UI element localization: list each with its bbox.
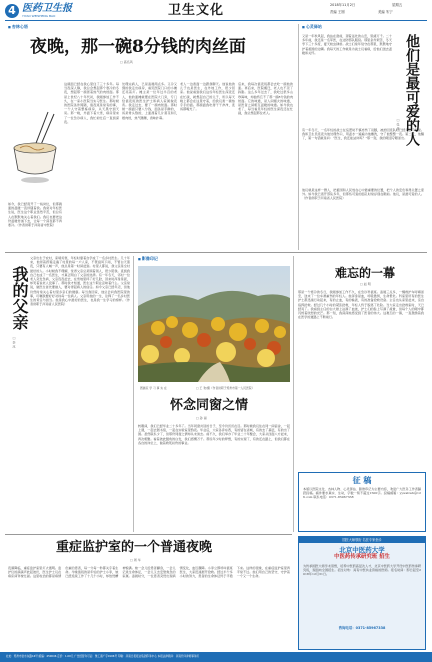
article-body-col3: 老人一边煮面一边跟我聊天。他说他的儿子也是医生，在外地工作，很少回家。他说看到我们这些年轻医生深夜还在忙碌，就想起自己的儿子，所以每天晚上都会在这里守着，给我们煮一碗热乎乎的面。那碗面我吃得干干净净，连汤都喝光了。 bbox=[180, 82, 235, 112]
issue-weekday: 星期五 bbox=[392, 3, 403, 7]
column-tag: ■ 心灵驿站 bbox=[302, 24, 322, 30]
column-divider bbox=[298, 24, 299, 250]
article-headline: 我的父亲 bbox=[10, 266, 29, 330]
article-byline: □ 李 冰 bbox=[12, 336, 16, 348]
article-body: 父亲出生于农村，家境贫寒，年轻时靠着自学成了一名乡村医生。几十年来，他背着药箱走遍了村里的每一户人家，不管刮风下雨，不管白天黑夜，只要有人喊一声，他总是第一时间赶到。村里人都说，我父亲是全村最好的人。小时候我不理解，觉得父亲总是顾着别人，很少陪我。直到我自己也成了一名医生，才真正明白了父亲的选择。有一年冬天，邻村一位老人突发急病，父亲连夜赶去，在雪地里摔了好几跤，回来时浑身是泥，却笑着说老人没事了。那时我才知道，医生这个职业意味着什么。父亲常说，做医生首先要做人，要对得起病人的信任。如今父亲已经年迈，但他仍然时常关心着村里乡亲们的健康。每当我回家，他总会问我医院里的事，叮嘱我要好好对待每一位病人。父亲用他的一生，诠释了一名乡村医生的责任与担当。他是我心中最好的医生，也是我一生学习的榜样。（作者供职于河南省人民医院） bbox=[30, 256, 130, 307]
article-body-col4: 后来，我每次值夜班都会去吃一碗他的面。再后来，医院搬迁，老人也不见了踪影。这么多年过去了，我吃过很多山珍海味，却始终忘不了那一碗8分钱的肉丝面。它的味道，是人间烟火的味道，是医者之间相互温暖的味道。如今我也老了，每当看见年轻的医生深夜还在忙碌，我总想起那位老人。 bbox=[238, 82, 293, 116]
article-body-col3: 他们就是这样一群人，把祖国和人民放在心中最重要的位置，把个人的安危和得失置之度外。如今我已离开部队多年，但那些可爱的面孔时常浮现在眼前。他们，是最可爱的人。（作者供职于河南省人民医院） bbox=[302, 188, 424, 201]
article-headline: 夜晚，那一碗8分钱的肉丝面 bbox=[30, 37, 246, 57]
article-body-col1: 又是一年秋风起，我站在窗前，望着远处的山峦，思绪万千。二十多年前，我还是一名军医，在边防部队服役。那里条件艰苦，冬天零下三十多度，夏天蚊虫肆虐。战士们常年驻守在那里，默默地守护着祖国的边疆。我每天的工作就是为战士们看病，给他们送去温暖和关怀。 bbox=[302, 34, 392, 55]
column-tag: ■ 影像印记 bbox=[138, 256, 158, 262]
issue-date: 2018年11月2日 bbox=[330, 3, 356, 7]
column-tag: ■ 杏林心语 bbox=[8, 24, 28, 30]
article-body-col2: 有一年冬天，一名年轻的战士在巡逻时不慎冻伤了双脚，被抬回连队时已经失去了知觉。我和卫生员连夜为他处理伤口，用温水一遍遍为他擦洗，守了他整整一夜。第二天，他醒了，第一句话就是问：“医生，我还能站岗吗？”那一刻，我的眼泪夺眶而出。 bbox=[302, 128, 424, 141]
article-body-col0: 如今，我已经离开了一线岗位，但那碗面的温暖一直伴随着我。我常对年轻医生说，医生这个职业虽然辛苦，但总有人在默默地关心着我们。我们也要把这份温暖传递下去，让每一个深夜都不再寒冷。（作者供职于河南省中医院） bbox=[8, 202, 62, 228]
photo-credit: □ 王 欢/摄（作者供职于郑州市第一人民医院） bbox=[196, 386, 255, 390]
article-headline: 他们是最可爱的人 bbox=[404, 34, 420, 146]
article-body: 转眼间，我们已经毕业二十多年了。当年同窗共读的日子，至今仍历历在目。那时候我们住在同一间宿舍，一起上课，一起去图书馆，一起在实验室里熬夜。毕业后，大家各奔东西，有的留在省城，有的去了基层，有的出了国。虽然联系少了，但那份同窗之情却从未淡去。前不久，我们举办了毕业二十年聚会，大家从四面八方赶来，再次相聚。看着彼此鬓角的白发，我们感慨万千。那些年少时的梦想，有的实现了，有的还在路上，但我们都在各自的岗位上，做着救死扶伤的事业。 bbox=[138, 424, 290, 445]
article-body-col2: 处理完病人，已是凌晨两点多。又冷又饿的我走出病房，看见医院门口的小摊还亮着灯。摊主是一位年过半百的老人，他的面摊就摆在医院大门旁，专门给值夜班的医生护士和病人家属做夜宵。我走过去，要了一碗肉丝面。那时候一碗面只要八分钱，面条是手擀的，汤是骨头熬的，上面漂着几片葱花和几根肉丝，热气腾腾，香味扑鼻。 bbox=[122, 82, 177, 120]
footer-text: 社址：郑州市金水东路16号 邮编：450046 定价：1.00元 广告经营许可证：豫工商广字0106号 印刷：河南日报报业集团印务中心 本报法律顾问：河南仟问律师事务所 bbox=[6, 655, 200, 658]
section-divider bbox=[5, 534, 292, 535]
notice-body: 本版以医院文化、杏林人物、心灵驿站、影像印记为主要内容，欢迎广大医务工作者踊跃投稿。稿件要求真实、生动，字数一般不超过1500字。投稿邮箱：yywsbwh@126.com 联系电话：0371-85967338 bbox=[303, 487, 421, 500]
ad-body: 为传承国医大师学术思想，培养中医药高层次人才，北京中医药大学开设中医药传承研究班，现面向全国招生。招生对象：具有中医执业资格的医师。报名时间：即日起至2018年12月31日。 bbox=[303, 564, 421, 577]
advertisement[interactable] bbox=[298, 536, 426, 650]
article-byline: □ 孙 丽 bbox=[196, 416, 207, 420]
article-headline: 怀念同窗之情 bbox=[170, 398, 249, 413]
article-byline: □ 高名风 bbox=[120, 60, 133, 64]
ad-top-line: 国医大师领衔 名医专家坐诊 bbox=[299, 537, 425, 543]
article-body: 那是一个寒冷的冬日，我刚参加工作不久，在急诊科值班。凌晨三点多，一辆救护车呼啸而至，送来了一位车祸重伤的年轻人。他浑身是血，呼吸微弱，生命垂危。科室里所有的医生护士都迅速行动起来，有的止血，有的输液，有的准备抢救设备。主任也从家里赶来，亲自指挥抢救。经过几个小时的紧张抢救，年轻人终于脱离了危险。当大家走出抢救室时，天已经亮了。我看到主任的白大褂上沾满了血迹，护士们的脸上写满了疲惫，但每个人的眼中都闪烁着欣慰的光芒。那一刻，我深深地感受到了医者的伟大。这难忘的一幕，一直激励着我在医学的道路上不断前行。 bbox=[298, 290, 424, 320]
article-headline: 难忘的一幕 bbox=[335, 266, 396, 280]
newspaper-logo-sub: YIYAO WEISHENG BAO bbox=[22, 14, 56, 18]
page-number-badge: 4 bbox=[5, 4, 19, 18]
column-divider bbox=[133, 256, 134, 532]
autumn-forest-photo bbox=[138, 266, 290, 382]
section-title: 卫生文化 bbox=[168, 3, 225, 18]
article-body-col1: 这碗面已经在我心里住了三十多年。每当夜深人静，我总会想起那个寒冷的冬夜，想起那一碗冒着热气的肉丝面。那是上世纪八十年代初，我刚参加工作不久，在一家小医院当实习医生。那时候的医院条件简陋，值夜班是常有的事，一个人守着整栋病房，从天黑守到天亮。那一晚，外面下着大雪，病房里来了一位急诊病人，我忙前忙后一直到深夜。 bbox=[64, 82, 119, 124]
editor-credit: 责编 王刚 bbox=[330, 10, 345, 14]
ad-title-line1: 北京中医药大学 bbox=[339, 546, 385, 554]
ad-title-line2: 中医药传承研究班 招生 bbox=[334, 554, 390, 560]
article-headline: 重症监护室的一个普通夜晚 bbox=[56, 540, 213, 555]
notice-title: 征 稿 bbox=[352, 475, 372, 485]
column-divider bbox=[293, 256, 294, 532]
ad-contact: 咨询电话：0371-85967338 bbox=[338, 626, 386, 630]
article-body: 夜幕降临，重症监护室里灯火通明。监护仪的滴滴声此起彼伏，医生护士们在病床间穿梭忙碌。这里收治的都是病情危重的患者，每一分每一秒都关乎着生命。今晚值班的是年轻的护士小李，她已经连续工作了十几个小时，却依然精神饱满。她一会儿给患者翻身，一会儿记录生命体征，一会儿又去安慰焦急的家属。凌晨时分，一位患者突然出现病情变化，血压骤降。小李立即呼叫值班医生，大家迅速展开抢救。经过半个多小时的努力，患者的生命体征终于平稳下来。这样的夜晚，在重症监护室里再平常不过。他们用自己的坚守，守护着一个又一个生命。 bbox=[8, 566, 290, 579]
page-footer bbox=[0, 652, 432, 662]
designer-credit: 美编 朱宁 bbox=[378, 10, 393, 14]
noodle-bowl-illustration bbox=[8, 108, 62, 200]
article-byline: □ 张 伟 bbox=[396, 118, 400, 130]
header-rule bbox=[5, 20, 427, 21]
call-for-papers-box bbox=[298, 472, 426, 532]
article-byline: □ 赵 明 bbox=[360, 282, 371, 286]
photo-caption: 图画家 学 习 事 实 在 bbox=[140, 386, 167, 390]
section-divider bbox=[5, 252, 427, 253]
newspaper-logo: 医药卫生报 bbox=[22, 3, 72, 14]
article-byline: □ 周 华 bbox=[130, 558, 141, 562]
